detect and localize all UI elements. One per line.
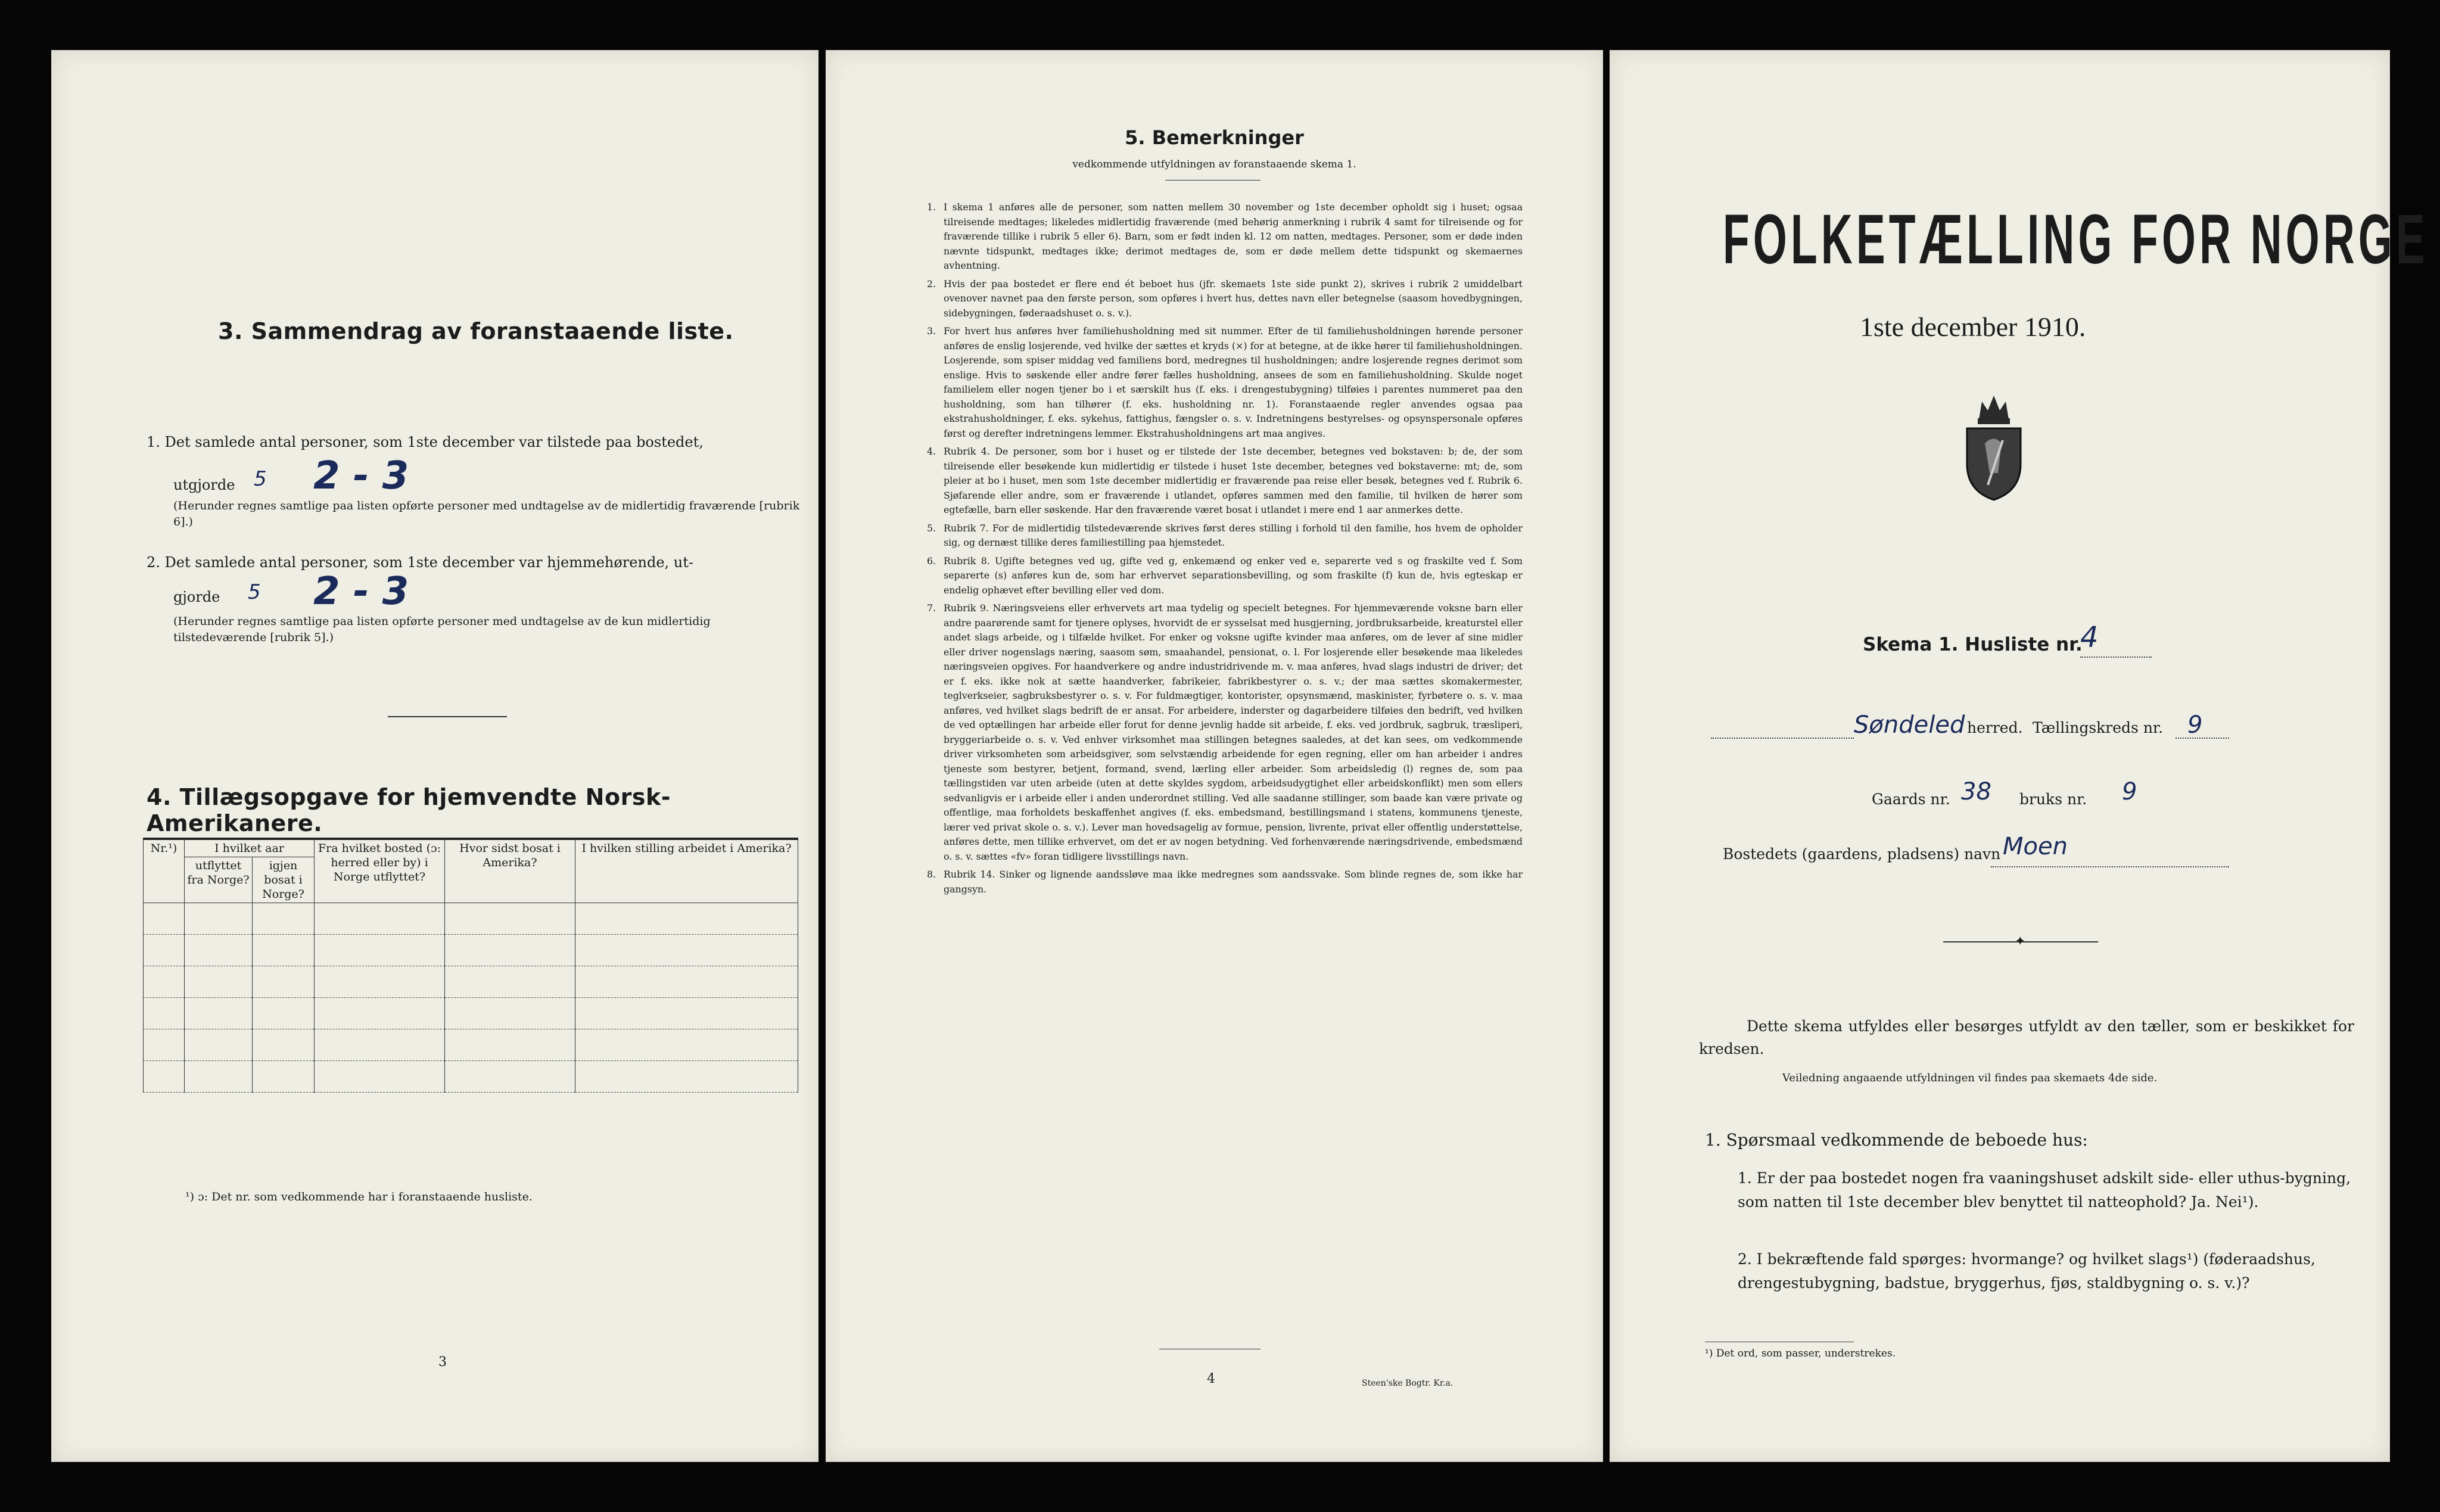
- table-row: [144, 1029, 798, 1061]
- instructions-small: Veiledning angaaende utfyldningen vil findes paa skemaets 4de side.: [1782, 1072, 2158, 1084]
- col-utflyttet: utflyttet fra Norge?: [185, 857, 253, 903]
- page-footnote: ¹) Det ord, som passer, understrekes.: [1705, 1348, 1896, 1359]
- item-1-label: utgjorde: [173, 477, 235, 493]
- table-row: [144, 935, 798, 966]
- americans-table: [143, 838, 798, 1093]
- page-number: 4: [1207, 1371, 1215, 1386]
- col-bosted: Fra hvilket bosted (ɔ: herred eller by) i Norge utflyttet?: [315, 839, 445, 903]
- page-middle: [826, 50, 1603, 1462]
- col-sidst: Hvor sidst bosat i Amerika?: [445, 839, 575, 903]
- herred-label: herred.: [1967, 719, 2023, 736]
- question-1-2: 2. I bekræftende fald spørges: hvormange? og hvilket slags¹) (føderaadshus, drengestubygning, badstue, bryggerhus, fjøs, staldbygning o. s. v.)?: [1738, 1250, 2315, 1292]
- instructions-text: Dette skema utfyldes eller besørges utfyldt av den tæller, som er beskikket for kredsen.: [1699, 1018, 2354, 1057]
- col-igjen: igjen bosat i Norge?: [253, 857, 315, 903]
- norway-coat-of-arms-icon: [1955, 384, 2033, 503]
- remark-item: 8. Rubrik 14. Sinker og lignende aandssløve maa ikke medregnes som aandssvake. Som blinde regnes de, som ikke har gangsyn.: [927, 869, 1523, 895]
- item-1-handwritten-small: 5: [254, 467, 267, 491]
- gaards-value: 38: [1961, 778, 1991, 805]
- item-1-text: 1. Det samlede antal personer, som 1ste december var tilstede paa bostedet,: [147, 434, 704, 450]
- remark-item: 4. Rubrik 4. De personer, som bor i huset og er tilstede der 1ste december, betegnes ved bokstaven: b; de, der som tilreisende eller besøkende kun midlertidig er tilstede i huset 1ste december, betegnes ved bokstaverne: mt; de, som pleier at bo i huset, men som 1ste december midlertidig er fraværende paa reise eller besøk, betegnes ved f. Rubrik 6. Sjøfarende eller andre, som er fraværende i utlandet, opføres sammen med den familie, til hvilken de hører som egtefælle, barn eller søskende. Har den fraværende været bosat i utlandet i mere end 1 aar anmerkes dette.: [927, 446, 1523, 515]
- table-row: [144, 998, 798, 1029]
- remark-item: 1. I skema 1 anføres alle de personer, som natten mellem 30 november og 1ste december opholdt sig i huset; ogsaa tilreisende medtages; likeledes midlertidig fraværende (med behørig anmerkning i rubrik 4 samt for tilreisende og for fraværende tillike i rubrik 5 eller 6). Barn, som er født inden kl. 12 om natten, medtages. Personer, som er døde inden nævnte tidspunkt, medtages ikke; derimot medtages de, som er døde mellem dette tidspunkt og skemaernes avhentning.: [927, 201, 1523, 271]
- item-1-note: (Herunder regnes samtlige paa listen opførte personer med undtagelse av de midlertidig fraværende [rubrik 6].): [173, 499, 800, 528]
- item-1-handwritten-value: 2 - 3: [313, 454, 409, 498]
- printer-mark: Steen'ske Bogtr. Kr.a.: [1362, 1379, 1454, 1388]
- remark-item: 5. Rubrik 7. For de midlertidig tilstedeværende skrives først deres stilling i forhold til den familie, hos hvem de opholder sig, og dernæst tillike deres familiestilling paa hjemstedet.: [927, 522, 1523, 548]
- remark-item: 7. Rubrik 9. Næringsveiens eller erhvervets art maa tydelig og specielt betegnes. For hjemmeværende voksne barn eller andre paarørende samt for tjenere oplyses, hvorvidt de er sysselsat med husgjerning, jordbruksarbeide, kreaturstel eller andet slags arbeide, og i tilfælde hvilket. For enker og voksne ugifte kvinder maa anføres, om de lever af sine midler eller driver nogenslags næring, saasom søm, smaahandel, pensionat, o. l. For losjerende eller besøkende maa likeledes næringsveien opgives. For haandverkere og andre industridrivende m. v. maa anføres, hvad slags industri de driver; det er f. eks. ikke nok at sætte haandverker, fabrikeier, fabrikbestyrer o. s. v.; der maa sættes skomakermester, teglverkseier, sagbruksbestyrer o. s. v. For fuldmægtiger, kontorister, opsynsmænd, maskinister, fyrbøtere o. s. v. maa anføres, ved hvilket slags bedrift de er ansat. For arbeidere, inderster og dagarbeidere tilføies den bedrift, ved hvilken de ved optællingen har arbeide eller forut for denne jevnlig hadde sit arbeide, f. eks. ved jordbruk, sagbruk, træsliperi, bryggeriarbeide o. s. v. Ved enhver virksomhet maa stillingen betegnes saaledes, at det kan sees, om vedkommende driver virksomheten som arbeidsgiver, som selvstændig arbeidende for egen regning, eller om han arbeider i andres tjeneste som bestyrer, betjent, formand, svend, lærling eller arbeider. Som arbeidsledig (l) regnes de, som paa tællingstiden var uten arbeide (uten at dette skyldes sygdom, arbeidsudygtighet eller arbeidskonflikt) men som ellers sedvanligvis er i arbeide eller i anden underordnet stilling. Ved alle saadanne stillinger, som baade kan være private og offentlige, maa forholdets beskaffenhet angives (f. eks. embedsmand, bestillingsmand i statens, kommunens tjeneste, lærer ved privat skole o. s. v.). Lever man hovedsagelig av formue, pension, livrente, privat eller offentlig understøttelse, anføres dette, men tillike erhvervet, om det er av nogen betydning. Ved forhenværende næringsdrivende, embedsmænd o. s. v. sættes «fv» foran tidligere livsstillings navn.: [927, 602, 1523, 862]
- kreds-value: 9: [2187, 711, 2203, 739]
- table-row: [144, 903, 798, 935]
- bruks-value: 9: [2122, 778, 2137, 805]
- bruks-label: bruks nr.: [2019, 791, 2087, 808]
- remarks-subtitle: vedkommende utfyldningen av foranstaaende skema 1.: [1072, 158, 1356, 170]
- husliste-number: 4: [2080, 621, 2099, 654]
- census-date: 1ste december 1910.: [1860, 312, 2086, 342]
- table-row: [144, 966, 798, 998]
- item-2-handwritten-value: 2 - 3: [313, 570, 409, 614]
- table-body: [144, 903, 798, 1093]
- remarks-title: 5. Bemerkninger: [1125, 126, 1304, 149]
- kreds-label: Tællingskreds nr.: [2033, 719, 2164, 736]
- main-title: FOLKETÆLLING FOR NORGE: [1723, 200, 2429, 279]
- remark-item: 3. For hvert hus anføres hver familiehusholdning med sit nummer. Efter de til familiehusholdningen hørende personer anføres de enslig losjerende, ved hvilke der sættes et kryds (×) for at betegne, at de ikke hører til familiehusholdningen. Losjerende, som spiser middag ved familiens bord, medregnes til husholdningen; andre losjerende regnes derimot som enslige. Hvis to søskende eller andre fører fælles husholdning, ansees de som en familiehusholdning. Skulde noget familielem eller nogen tjener bo i et særskilt hus (f. eks. i drengestubygning) tilføies i parentes nummeret paa den husholdning, som han tilhører (f. eks. husholdning nr. 1). Foranstaaende regler anvendes ogsaa paa ekstrahusholdninger, f. eks. sykehus, fattighus, fængsler o. s. v. Indretningens bestyrelses- og opsynspersonale opføres først og derefter indretningens lemmer. Ekstrahusholdningens art maa angives.: [927, 325, 1523, 439]
- bosted-label: Bostedets (gaardens, pladsens) navn: [1723, 845, 2001, 863]
- question-1-1: 1. Er der paa bostedet nogen fra vaaningshuset adskilt side- eller uthus-bygning, som natten til 1ste december blev benyttet til natteophold? Ja. Nei¹).: [1738, 1169, 2351, 1211]
- section-4-title: 4. Tillægsopgave for hjemvendte Norsk-Amerikanere.: [147, 784, 671, 836]
- col-nr: Nr.¹): [144, 839, 185, 903]
- col-group-year: I hvilket aar: [185, 839, 315, 857]
- skema-label: Skema 1. Husliste nr.: [1863, 634, 2083, 655]
- col-stilling: I hvilken stilling arbeidet i Amerika?: [575, 839, 798, 903]
- divider: [388, 716, 507, 717]
- remarks-list: [927, 200, 1523, 897]
- page-number: 3: [438, 1355, 447, 1370]
- remark-item: 6. Rubrik 8. Ugifte betegnes ved ug, gifte ved g, enkemænd og enker ved e, separerte ved s og fraskilte ved f. Som separerte (s) anføres kun de, som har erhvervet separationsbevilling, og som fraskilte (f) kun de, hvis egteskap er endelig ophævet efter bevilling eller ved dom.: [927, 555, 1523, 596]
- item-2-note: (Herunder regnes samtlige paa listen opførte personer med undtagelse av de kun midlertidig tilstedeværende [rubrik 5].): [173, 615, 711, 644]
- bosted-value: Moen: [2003, 833, 2068, 860]
- table-footnote: ¹) ɔ: Det nr. som vedkommende har i foranstaaende husliste.: [185, 1190, 533, 1203]
- herred-value: Søndeled: [1854, 711, 1965, 739]
- herred-line: [1711, 711, 2366, 741]
- ornament-icon: ✦: [2015, 934, 2026, 949]
- question-1-title: 1. Spørsmaal vedkommende de beboede hus:: [1705, 1130, 2088, 1150]
- page-left: [51, 50, 818, 1462]
- item-2-text: 2. Det samlede antal personer, som 1ste december var hjemmehørende, ut-: [147, 554, 693, 571]
- section-3-title: 3. Sammendrag av foranstaaende liste.: [218, 318, 734, 344]
- item-2-handwritten-small: 5: [248, 580, 261, 604]
- item-2-label: gjorde: [173, 589, 220, 605]
- remark-item: 2. Hvis der paa bostedet er flere end ét beboet hus (jfr. skemaets 1ste side punkt 2), skrives i rubrik 2 umiddelbart ovenover navnet paa den første person, som opføres i hvert hus, dettes navn eller betegnelse (saasom hovedbygningen, sidebygningen, føderaadshuset o. s. v.).: [927, 278, 1523, 319]
- table-row: [144, 1061, 798, 1093]
- page-right: [1610, 50, 2429, 1462]
- gaards-label: Gaards nr.: [1872, 791, 1950, 808]
- title-rule: [1165, 180, 1261, 181]
